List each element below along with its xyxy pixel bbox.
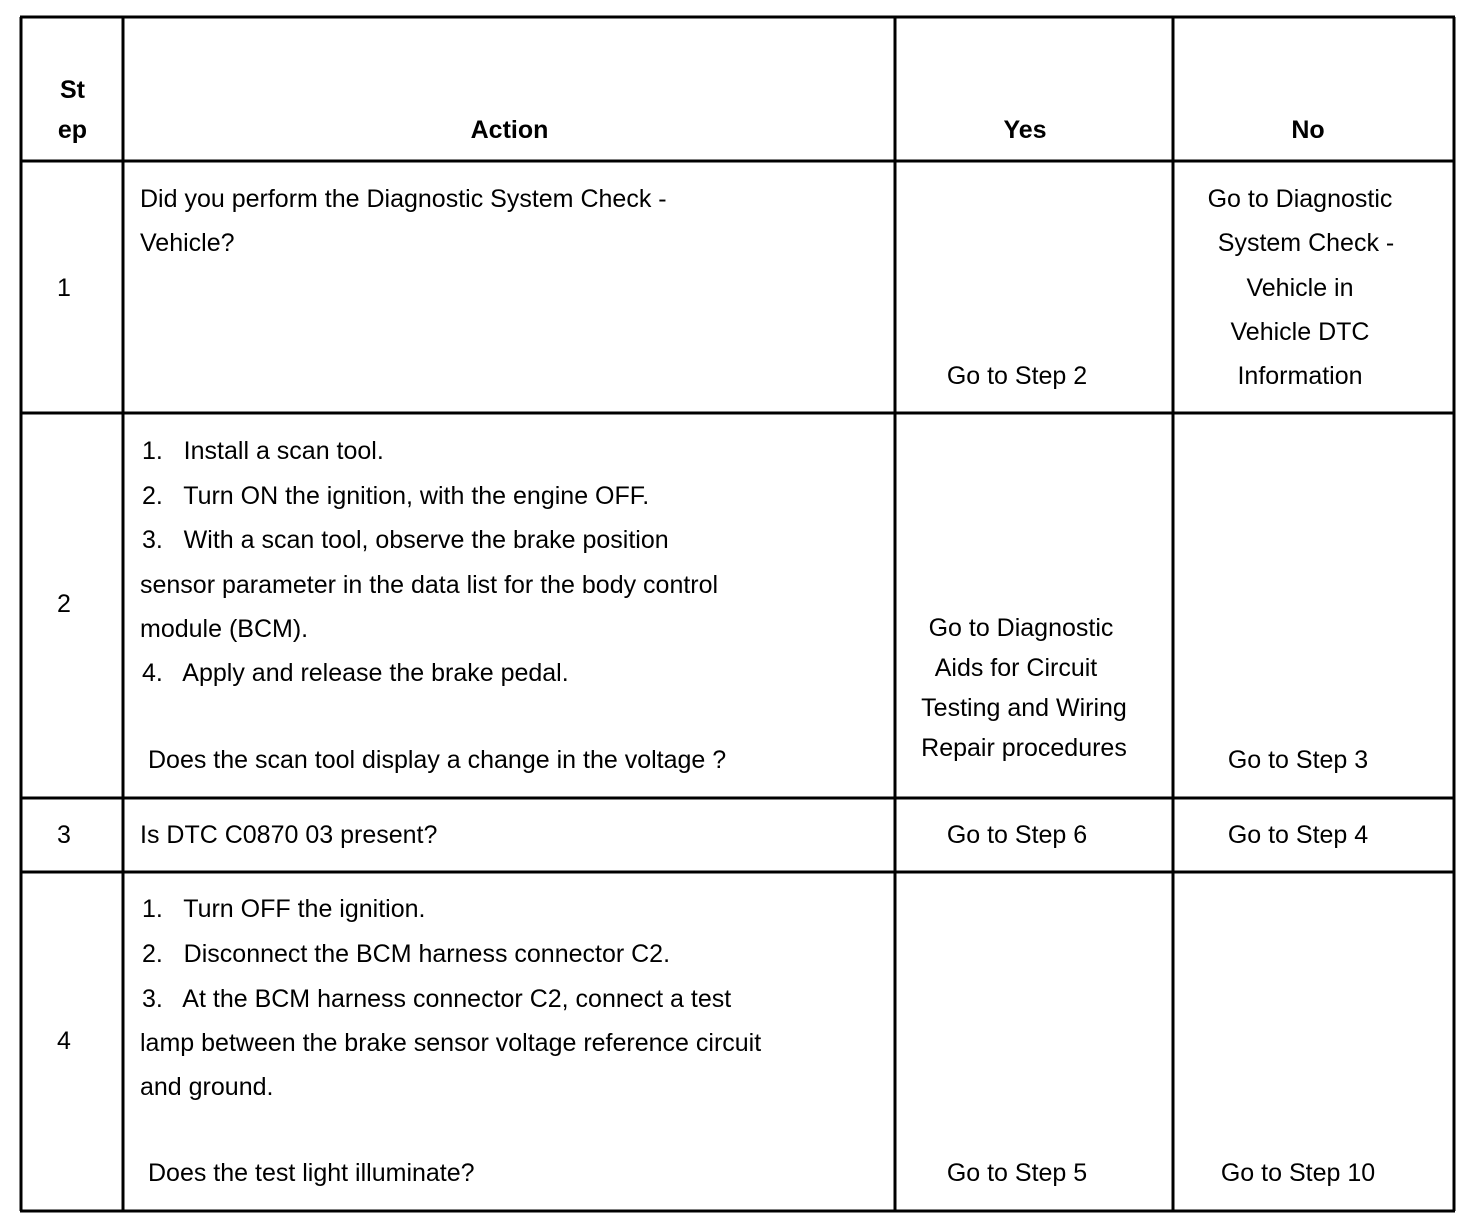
header-action: Action <box>470 116 549 144</box>
row-4-action-line: lamp between the brake sensor voltage reference circuit <box>140 1029 762 1057</box>
row-2-action-line: 4. Apply and release the brake pedal. <box>142 659 569 687</box>
row-2-action-line: 3. With a scan tool, observe the brake position <box>142 526 669 554</box>
row-2-no: Go to Step 3 <box>1227 746 1369 774</box>
row-1-no-line: Vehicle in <box>1246 274 1354 302</box>
row-4-action-line: 3. At the BCM harness connector C2, connect a test <box>142 985 732 1013</box>
row-1-action-line: Did you perform the Diagnostic System Check - <box>140 185 667 213</box>
header-yes: Yes <box>1003 116 1047 144</box>
row-4-yes: Go to Step 5 <box>946 1159 1088 1187</box>
row-2-yes-line: Aids for Circuit <box>934 654 1098 682</box>
row-2-question: Does the scan tool display a change in the voltage ? <box>148 746 727 774</box>
row-1-step: 1 <box>57 274 71 302</box>
row-2-action-line: module (BCM). <box>140 615 309 643</box>
row-4-action-line: and ground. <box>140 1073 274 1101</box>
header-step-line2: ep <box>57 116 88 144</box>
row-4-no: Go to Step 10 <box>1220 1159 1376 1187</box>
row-2-action-line: sensor parameter in the data list for the body control <box>140 571 719 599</box>
row-4-action-line: 2. Disconnect the BCM harness connector C2. <box>142 940 671 968</box>
row-1-action-line: Vehicle? <box>140 229 235 257</box>
row-1-no-line: Vehicle DTC <box>1230 318 1370 346</box>
row-3-no: Go to Step 4 <box>1227 821 1369 849</box>
row-3-yes: Go to Step 6 <box>946 821 1088 849</box>
row-2-yes-line: Testing and Wiring <box>921 694 1127 722</box>
row-2-action-line: 1. Install a scan tool. <box>142 437 384 465</box>
row-2-yes-line: Repair procedures <box>921 734 1127 762</box>
row-2-action-line: 2. Turn ON the ignition, with the engine OFF. <box>142 482 650 510</box>
row-4-question: Does the test light illuminate? <box>148 1159 475 1187</box>
header-no: No <box>1291 116 1325 144</box>
row-3-step: 3 <box>57 821 71 849</box>
header-step-line1: St <box>60 76 85 104</box>
row-3-action: Is DTC C0870 03 present? <box>140 821 438 849</box>
row-4-action-line: 1. Turn OFF the ignition. <box>142 895 426 923</box>
row-1-no-line: System Check - <box>1217 229 1395 257</box>
row-1-no-line: Go to Diagnostic <box>1207 185 1393 213</box>
row-2-step: 2 <box>57 590 71 618</box>
row-1-no-line: Information <box>1237 362 1363 390</box>
row-2-yes-line: Go to Diagnostic <box>928 614 1114 642</box>
row-1-yes: Go to Step 2 <box>946 362 1088 390</box>
row-4-step: 4 <box>57 1027 71 1055</box>
